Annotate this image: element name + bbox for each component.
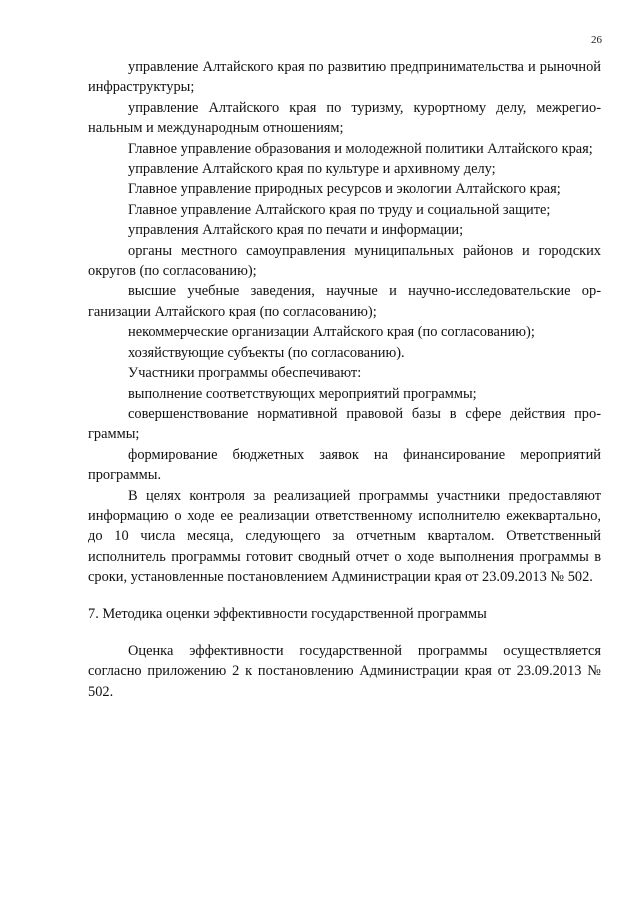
- paragraph: некоммерческие организации Алтайского края (по согласованию);: [128, 324, 535, 341]
- paragraph: управление Алтайского края по культуре и архивному делу;: [128, 161, 496, 178]
- paragraph: управление Алтайского края по туризму, курортному делу, межрегиональным и международным отношениям;: [88, 99, 601, 137]
- paragraph: Оценка эффективности государственной программы осуществляется согласно приложению 2 к постановлению Администрации края от 23.09.2013 № 502.: [88, 642, 601, 700]
- paragraph: Участники программы обеспечивают:: [128, 365, 362, 382]
- page-number: 26: [591, 34, 602, 46]
- paragraph: высшие учебные заведения, научные и научно-исследовательские организации Алтайского края (по согласованию);: [88, 283, 601, 320]
- document-body: [88, 57, 601, 702]
- paragraph: формирование бюджетных заявок на финансирование мероприятий программы.: [88, 446, 601, 484]
- paragraph: управления Алтайского края по печати и информации;: [128, 222, 464, 239]
- paragraph: Главное управление Алтайского края по труду и социальной защите;: [128, 201, 551, 218]
- paragraph: выполнение соответствующих мероприятий программы;: [128, 385, 477, 402]
- paragraph: хозяйствующие субъекты (по согласованию).: [128, 344, 405, 361]
- paragraph: В целях контроля за реализацией программы участники предоставляют информацию о ходе ее реализации ответственному исполнителю ежеквартально, до 10 числа месяца, следующего за отчетным кварталом. Ответственный исполнитель программы готовит сводный отчет о ходе выполнения программы в сроки, установленные постановлением Администрации края от 23.09.2013 № 502.: [88, 487, 601, 586]
- paragraph: Главное управление природных ресурсов и экологии Алтайского края;: [128, 181, 561, 198]
- paragraph: управление Алтайского края по развитию предпринимательства и рыночной инфраструктуры;: [88, 59, 601, 96]
- section-heading: 7. Методика оценки эффективности государственной программы: [88, 605, 487, 622]
- paragraph: Главное управление образования и молодежной политики Алтайского края;: [128, 140, 593, 157]
- paragraph: совершенствование нормативной правовой базы в сфере действия программы;: [88, 405, 601, 443]
- paragraph: органы местного самоуправления муниципальных районов и городских округов (по согласованию);: [88, 242, 601, 280]
- section-spacer: [88, 624, 601, 641]
